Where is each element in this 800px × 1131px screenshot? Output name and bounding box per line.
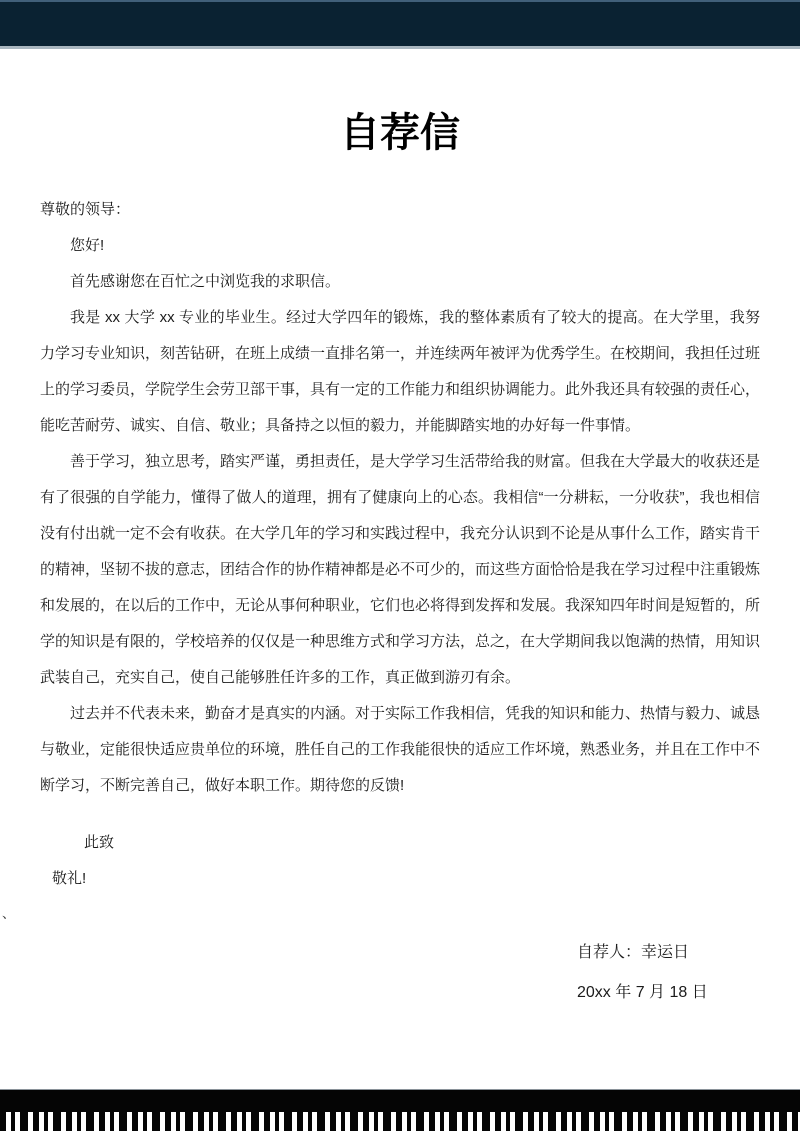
piano-footer <box>0 1089 800 1131</box>
salutation: 尊敬的领导： <box>40 201 131 218</box>
header-bar <box>0 0 800 49</box>
piano-keys-pattern <box>0 1112 800 1131</box>
thanks-line: 首先感谢您在百忙之中浏览我的求职信。 <box>70 273 341 290</box>
body-paragraph-2: 善于学习，独立思考，踏实严谨，勇担责任，是大学学习生活带给我的财富。但我在大学最大的收获还是有了很强的自学能力，懂得了做人的道理，拥有了健康向上的心态。我相信“一分耕耘，一分收获”，我也相信没有付出就一定不会有收获。在大学几年的学习和实践过程中，我充分认识到不论是从事什么工作，踏实肯干的精神，坚韧不拔的意志，团结合作的协作精神都是必不可少的，而这些方面恰恰是我在学习过程中注重锻炼和发展的，在以后的工作中，无论从事何种职业，它们也必将得到发挥和发展。我深知四年时间是短暂的，所学的知识是有限的，学校培养的仅仅是一种思维方式和学习方法，总之，在大学期间我以饱满的热情，用知识武装自己，充实自己，使自己能够胜任许多的工作，真正做到游刃有余。 <box>40 453 761 686</box>
signature-date: 20xx 年 7 月 18 日 <box>577 984 708 1001</box>
stray-mark: 、 <box>2 906 16 921</box>
greeting-line: 您好! <box>70 237 105 254</box>
body-paragraph-3: 过去并不代表未来，勤奋才是真实的内涵。对于实际工作我相信，凭我的知识和能力、热情与毅力、诚恳与敬业，定能很快适应贵单位的环境，胜任自己的工作我能很快的适应工作坏境，熟悉业务，并且在工作中不断学习，不断完善自己，做好本职工作。期待您的反馈! <box>40 705 761 794</box>
signature-block <box>577 933 760 1013</box>
piano-upper-band <box>0 1089 800 1112</box>
closing-jingli: 敬礼! <box>52 870 87 887</box>
letter-content <box>0 108 800 1013</box>
signer-name: 自荐人：幸运日 <box>577 944 690 961</box>
body-paragraph-1: 我是 xx 大学 xx 专业的毕业生。经过大学四年的锻炼，我的整体素质有了较大的提高。在大学里，我努力学习专业知识，刻苦钻研，在班上成绩一直排名第一，并连续两年被评为优秀学生。在校期间，我担任过班上的学习委员，学院学生会劳卫部干事，具有一定的工作能力和组织协调能力。此外我还具有较强的责任心，能吃苦耐劳、诚实、自信、敬业；具备持之以恒的毅力，并能脚踏实地的办好每一件事情。 <box>40 309 761 434</box>
closing-cizhi: 此致 <box>84 834 115 851</box>
letter-title: 自荐信 <box>340 111 460 155</box>
